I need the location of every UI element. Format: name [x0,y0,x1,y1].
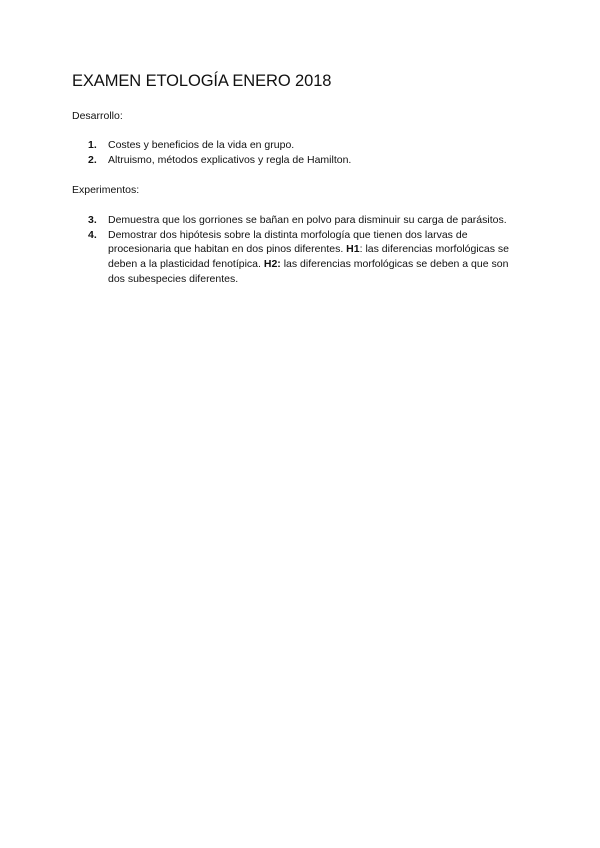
item-text-intro: Demostrar dos hipótesis sobre la distinta morfología que tienen dos larvas de procesionaria que habitan en dos pinos diferentes. [108,228,468,256]
desarrollo-list [72,138,512,167]
item-number: 3. [88,214,97,226]
hypothesis-h1-label: H1 [346,243,360,256]
list-item [72,213,512,228]
list-item [72,228,512,287]
hypothesis-h2-label: H2: [263,258,281,271]
item-number: 1. [88,139,97,151]
hypothesis-h2-text: las diferencias morfológicas se deben a que son dos subespecies diferentes. [108,258,509,285]
item-text [108,229,509,285]
item-text: Costes y beneficios de la vida en grupo. [108,139,295,151]
item-number: 2. [88,153,97,166]
hypothesis-h1-text: : las diferencias morfológicas se deben a la plasticidad fenotípica. [108,243,510,271]
section-label-experimentos: Experimentos: [72,184,140,196]
section-label-desarrollo: Desarrollo: [72,110,123,122]
list-item [72,138,512,153]
item-number: 4. [88,228,97,241]
item-text: Altruismo, métodos explicativos y regla de Hamilton. [108,153,352,166]
experimentos-list [72,213,512,287]
item-text: Demuestra que los gorriones se bañan en polvo para disminuir su carga de parásitos. [108,214,507,226]
page-title: EXAMEN ETOLOGÍA ENERO 2018 [72,72,332,90]
list-item [72,153,512,168]
